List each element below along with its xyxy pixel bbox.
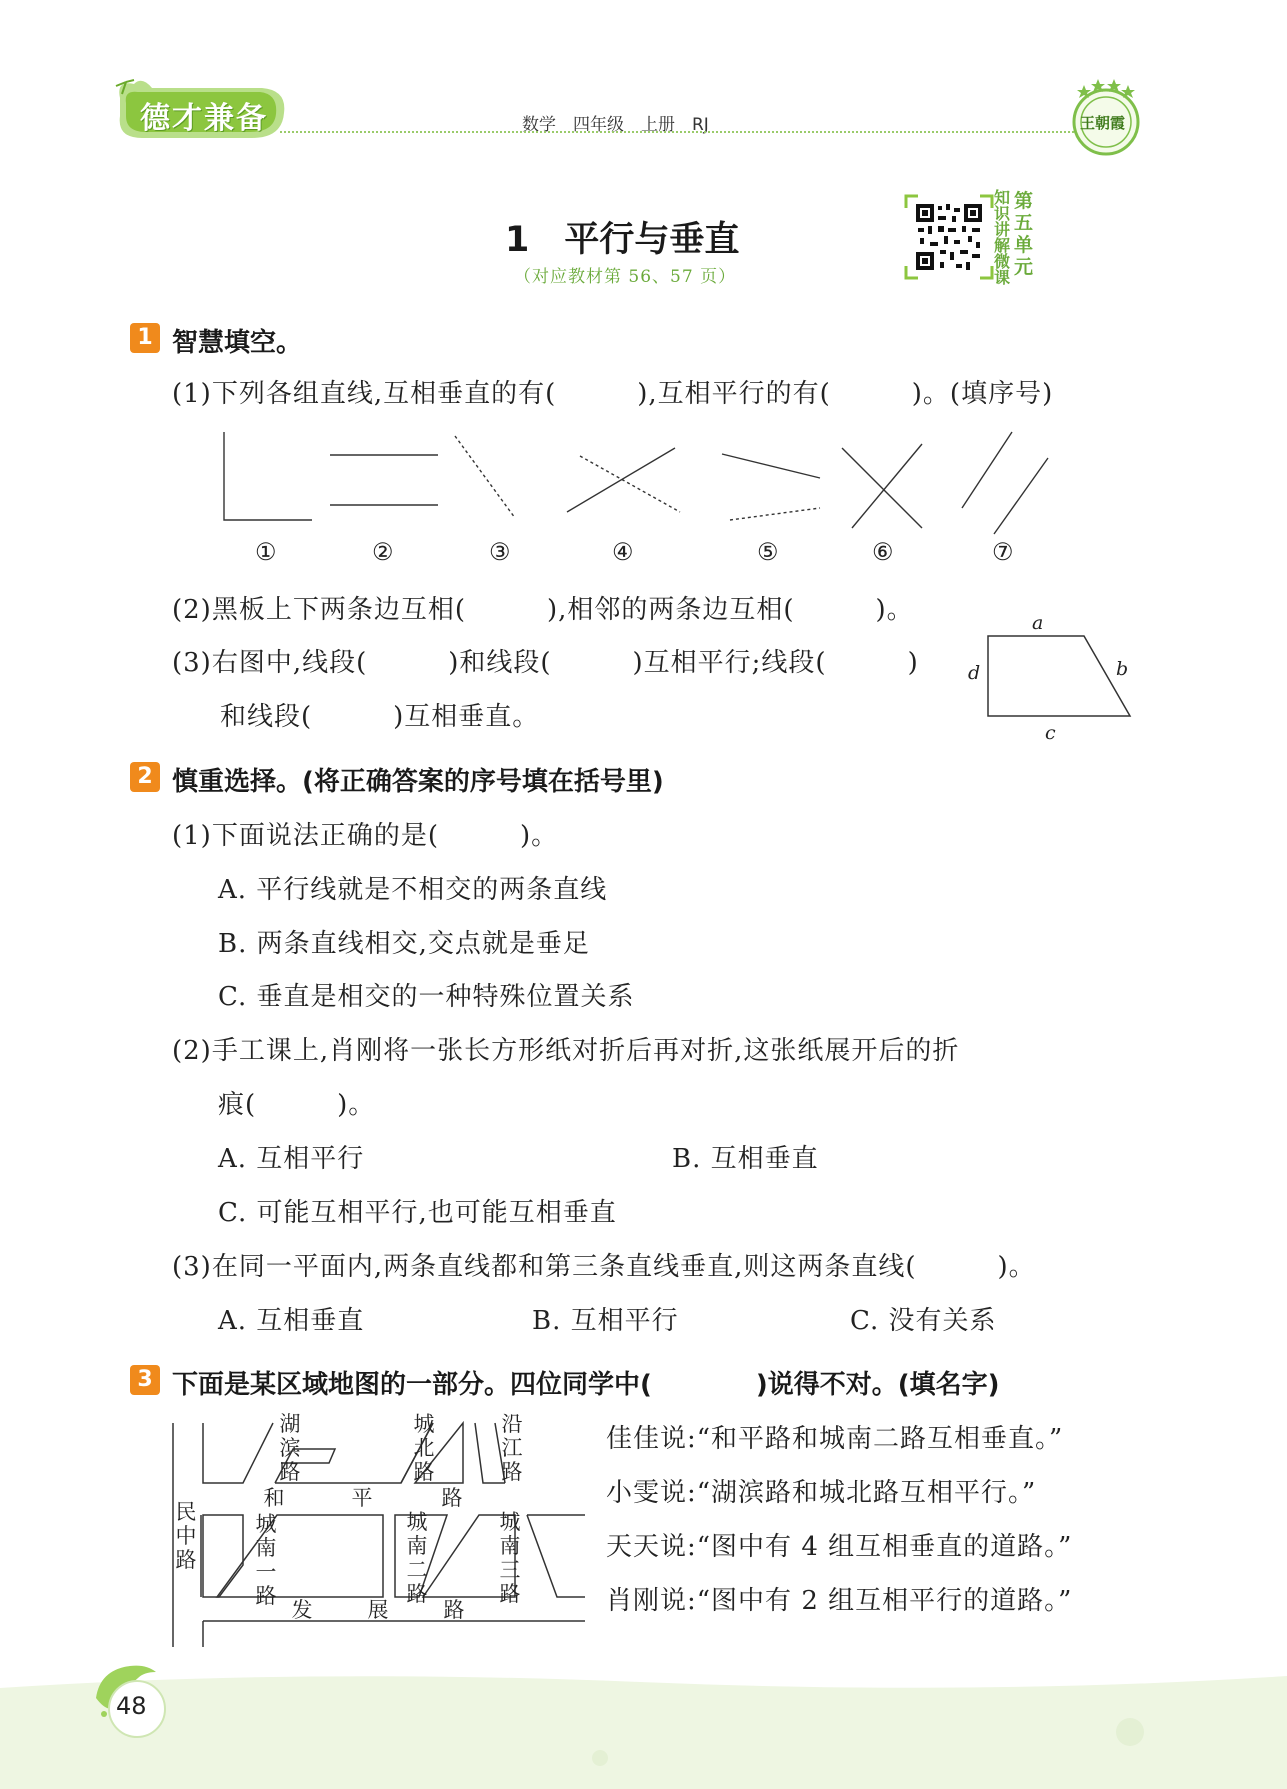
section-1-title: 智慧填空。 bbox=[172, 328, 303, 358]
s2-q3-option-a: A. 互相垂直 bbox=[218, 1306, 365, 1336]
map-label-chengnan1: 城南一路 bbox=[255, 1512, 277, 1608]
s2-q2-line1: (2)手工课上,肖刚将一张长方形纸对折后再对折,这张纸展开后的折 bbox=[172, 1036, 960, 1066]
page-title: 1 平行与垂直 bbox=[505, 220, 740, 260]
section-3-number: 3 bbox=[130, 1365, 160, 1395]
figure-3-line bbox=[455, 436, 515, 518]
statement-jiajia: 佳佳说:“和平路和城南二路互相垂直。” bbox=[606, 1424, 1064, 1454]
seal-text: 王朝霞 bbox=[1080, 114, 1126, 132]
map-label-heping-2: 平 bbox=[351, 1486, 373, 1510]
map-label-fazhan-3: 路 bbox=[443, 1598, 465, 1622]
page-number: 48 bbox=[116, 1692, 147, 1720]
map-label-chengnan2: 城南二路 bbox=[406, 1510, 428, 1606]
s2-q3-option-b: B. 互相平行 bbox=[532, 1306, 679, 1336]
figure-1-lines bbox=[224, 432, 312, 520]
s2-q1: (1)下面说法正确的是( )。 bbox=[172, 821, 559, 851]
figure-4-solid bbox=[567, 448, 675, 512]
qr-code-icon[interactable] bbox=[914, 202, 984, 272]
page-subtitle: （对应教材第 56、57 页） bbox=[514, 267, 737, 287]
s2-q2-line2: 痕( )。 bbox=[218, 1090, 376, 1120]
trapezoid-figure bbox=[960, 620, 1140, 730]
figure-label-6: ⑥ bbox=[872, 538, 894, 566]
section-3-title: 下面是某区域地图的一部分。四位同学中( )说得不对。(填名字) bbox=[172, 1370, 1000, 1400]
s1-q3-line2: 和线段( )互相垂直。 bbox=[220, 702, 540, 732]
figure-label-2: ② bbox=[372, 538, 394, 566]
statement-xiaowen: 小雯说:“湖滨路和城北路互相平行。” bbox=[606, 1478, 1037, 1508]
figure-5-top bbox=[722, 454, 820, 478]
map-label-heping-1: 和 bbox=[263, 1486, 285, 1510]
s2-q2-option-a: A. 互相平行 bbox=[218, 1144, 365, 1174]
s1-q3-line1: (3)右图中,线段( )和线段( )互相平行;线段( ) bbox=[172, 648, 919, 678]
s1-q1: (1)下列各组直线,互相垂直的有( ),互相平行的有( )。(填序号) bbox=[172, 379, 1054, 409]
trap-label-a: a bbox=[1032, 612, 1044, 634]
trap-label-b: b bbox=[1116, 658, 1129, 680]
s2-q2-option-c: C. 可能互相平行,也可能互相垂直 bbox=[218, 1198, 617, 1228]
s2-q2-option-b: B. 互相垂直 bbox=[672, 1144, 819, 1174]
map-label-fazhan-1: 发 bbox=[291, 1598, 313, 1622]
figure-5-bottom bbox=[730, 508, 820, 520]
map-label-heping-3: 路 bbox=[441, 1486, 463, 1510]
qr-caption-left: 知识讲解微课 bbox=[994, 188, 1011, 287]
section-2-number: 2 bbox=[130, 762, 160, 792]
map-label-chengnan3: 城南三路 bbox=[499, 1510, 521, 1606]
trap-label-c: c bbox=[1045, 722, 1056, 744]
map-label-hubin: 湖滨路 bbox=[279, 1412, 301, 1484]
figure-7-line-b bbox=[994, 458, 1048, 534]
map-label-fazhan-2: 展 bbox=[367, 1598, 389, 1622]
header-divider bbox=[280, 131, 1090, 133]
statement-xiaogang: 肖刚说:“图中有 2 组互相平行的道路。” bbox=[606, 1586, 1073, 1616]
map-label-chengbei: 城北路 bbox=[413, 1412, 435, 1484]
s1-q2: (2)黑板上下两条边互相( ),相邻的两条边互相( )。 bbox=[172, 595, 914, 625]
figure-4-dashed bbox=[580, 456, 680, 512]
section-1-number: 1 bbox=[130, 323, 160, 353]
figure-7-line-a bbox=[962, 432, 1012, 508]
figure-6-line-b bbox=[852, 444, 922, 528]
s2-q1-option-c: C. 垂直是相交的一种特殊位置关系 bbox=[218, 982, 635, 1012]
map-label-yanjiang: 沿江路 bbox=[501, 1412, 523, 1484]
footer-band bbox=[0, 1668, 1287, 1789]
subject-line: 数学 四年级 上册 RJ bbox=[522, 115, 709, 135]
map-label-minzhong: 民中路 bbox=[175, 1500, 197, 1572]
figure-6-line-a bbox=[842, 448, 922, 528]
s2-q1-option-b: B. 两条直线相交,交点就是垂足 bbox=[218, 929, 590, 959]
section-2-title: 慎重选择。(将正确答案的序号填在括号里) bbox=[172, 767, 664, 797]
s2-q3-option-c: C. 没有关系 bbox=[850, 1306, 997, 1336]
figure-label-1: ① bbox=[255, 538, 277, 566]
figure-label-7: ⑦ bbox=[992, 538, 1014, 566]
figure-label-4: ④ bbox=[612, 538, 634, 566]
line-groups-figure bbox=[200, 420, 1080, 540]
logo-text: 德才兼备 bbox=[140, 101, 268, 136]
figure-label-3: ③ bbox=[489, 538, 511, 566]
qr-caption-right: 第五单元 bbox=[1014, 190, 1034, 278]
s2-q1-option-a: A. 平行线就是不相交的两条直线 bbox=[218, 875, 608, 905]
trap-label-d: d bbox=[968, 662, 981, 684]
figure-label-5: ⑤ bbox=[757, 538, 779, 566]
s2-q3: (3)在同一平面内,两条直线都和第三条直线垂直,则这两条直线( )。 bbox=[172, 1252, 1036, 1282]
statement-tiantian: 天天说:“图中有 4 组互相垂直的道路。” bbox=[606, 1532, 1073, 1562]
